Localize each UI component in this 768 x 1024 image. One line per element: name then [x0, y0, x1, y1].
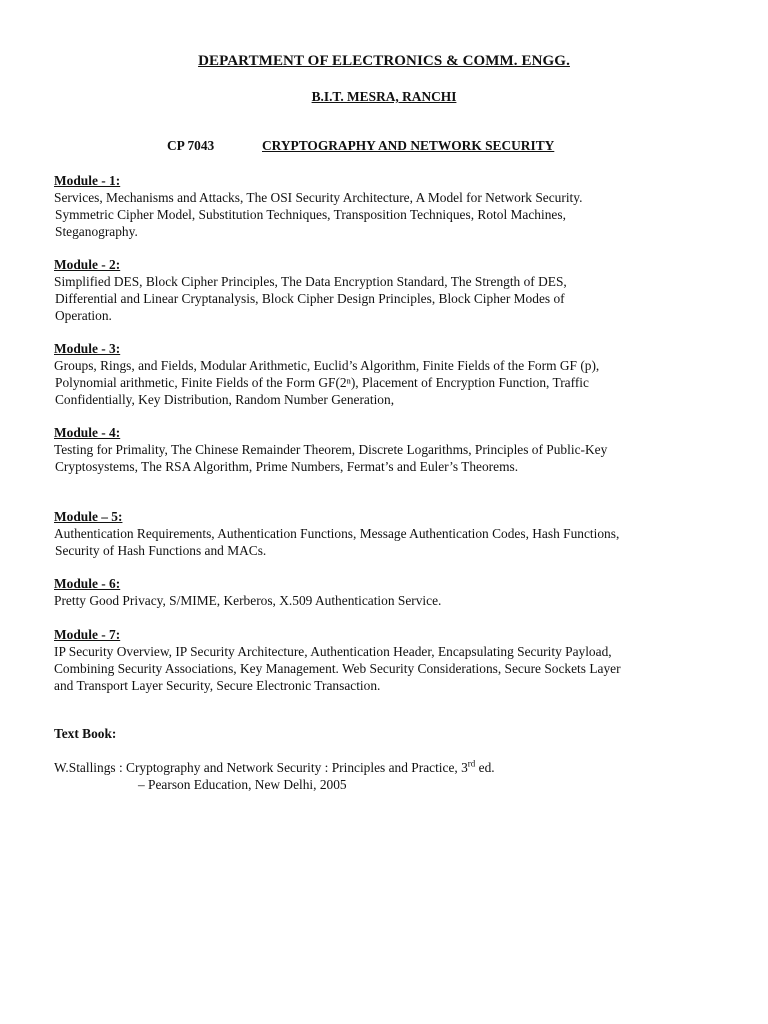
topic-line: Symmetric Cipher Model, Substitution Techniques, Transposition Techniques, Rotol Machines,	[55, 207, 566, 222]
topic-line: Security of Hash Functions and MACs.	[55, 543, 267, 558]
module-heading: Module - 6:	[54, 576, 121, 591]
module-7	[54, 626, 734, 694]
module-topics	[54, 273, 734, 324]
module-3	[54, 340, 734, 408]
topic-line: and Transport Layer Security, Secure Electronic Transaction.	[54, 678, 381, 693]
topic-line: Steganography.	[55, 224, 138, 239]
module-topics	[54, 592, 734, 609]
module-topics	[54, 357, 734, 408]
edition-superscript: rd	[467, 758, 476, 769]
textbook-reference	[54, 759, 495, 793]
textbook-publisher: – Pearson Education, New Delhi, 2005	[138, 777, 347, 792]
module-topics	[54, 525, 734, 559]
topic-line: Pretty Good Privacy, S/MIME, Kerberos, X.509 Authentication Service.	[54, 593, 442, 608]
institute-name: B.I.T. MESRA, RANCHI	[311, 89, 457, 104]
module-topics	[54, 189, 734, 240]
module-topics	[54, 643, 734, 694]
topic-line: Polynomial arithmetic, Finite Fields of the Form GF(2ⁿ), Placement of Encryption Function, Traffic	[55, 375, 589, 390]
topic-line: Simplified DES, Block Cipher Principles, The Data Encryption Standard, The Strength of DES,	[54, 274, 567, 289]
module-heading: Module - 1:	[54, 173, 121, 188]
textbook-citation: W.Stallings : Cryptography and Network Security : Principles and Practice, 3	[54, 760, 468, 775]
topic-line: IP Security Overview, IP Security Architecture, Authentication Header, Encapsulating Security Payload,	[54, 644, 612, 659]
module-heading: Module - 3:	[54, 341, 121, 356]
topic-line: Cryptosystems, The RSA Algorithm, Prime Numbers, Fermat’s and Euler’s Theorems.	[55, 459, 519, 474]
module-2	[54, 256, 734, 324]
module-1	[54, 172, 734, 240]
department-title: DEPARTMENT OF ELECTRONICS & COMM. ENGG.	[198, 53, 570, 69]
module-heading: Module - 2:	[54, 257, 121, 272]
module-4	[54, 424, 734, 475]
edition-suffix: ed.	[475, 760, 495, 775]
topic-line: Services, Mechanisms and Attacks, The OSI Security Architecture, A Model for Network Security.	[54, 190, 583, 205]
topic-line: Authentication Requirements, Authentication Functions, Message Authentication Codes, Hash Functions,	[54, 526, 620, 541]
topic-line: Testing for Primality, The Chinese Remainder Theorem, Discrete Logarithms, Principles of Public-Key	[54, 442, 608, 457]
module-heading: Module - 4:	[54, 425, 121, 440]
topic-line: Confidentially, Key Distribution, Random Number Generation,	[55, 392, 395, 407]
topic-line: Groups, Rings, and Fields, Modular Arithmetic, Euclid’s Algorithm, Finite Fields of the Form GF (p),	[54, 358, 600, 373]
module-5	[54, 508, 734, 559]
module-6	[54, 575, 734, 609]
module-heading: Module – 5:	[54, 509, 123, 524]
course-code: CP 7043	[167, 138, 215, 153]
course-title-line	[167, 138, 554, 154]
topic-line: Combining Security Associations, Key Management. Web Security Considerations, Secure Sockets Layer	[54, 661, 621, 676]
module-topics	[54, 441, 734, 475]
topic-line: Differential and Linear Cryptanalysis, Block Cipher Design Principles, Block Cipher Modes of	[55, 291, 565, 306]
module-heading: Module - 7:	[54, 627, 121, 642]
topic-line: Operation.	[55, 308, 112, 323]
textbook-heading: Text Book:	[54, 726, 117, 741]
course-title: CRYPTOGRAPHY AND NETWORK SECURITY	[262, 138, 555, 153]
